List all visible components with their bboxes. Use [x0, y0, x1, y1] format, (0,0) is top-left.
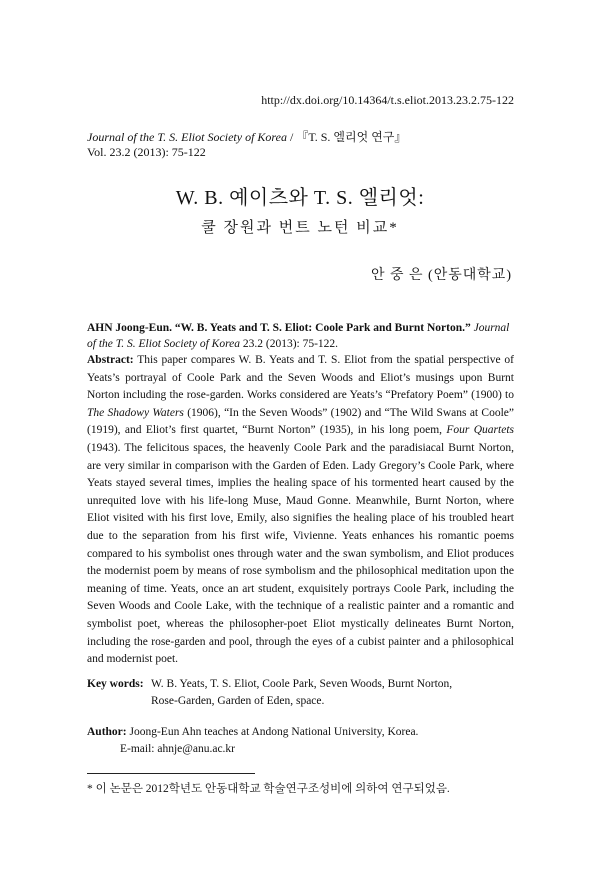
journal-info [87, 130, 406, 160]
citation-details: 23.2 (2013): 75-122. [240, 338, 339, 350]
keywords-line-1: W. B. Yeats, T. S. Eliot, Coole Park, Seven Woods, Burnt Norton, [151, 678, 453, 690]
paper-title: W. B. 예이츠와 T. S. 엘리엇: [175, 187, 425, 209]
footnote-divider [87, 773, 255, 774]
abstract [87, 352, 514, 669]
journal-name: Journal of the T. S. Eliot Society of Korea [87, 130, 287, 144]
author-affiliation: 안 중 은 (안동대학교) [370, 268, 512, 283]
author-info-line [87, 724, 418, 741]
author-email[interactable]: E-mail: ahnje@anu.ac.kr [120, 743, 235, 755]
abstract-italic-2: Four Quartets [446, 424, 515, 437]
keywords-list [151, 676, 452, 710]
abstract-text-2: (1906), “In the Seven Woods” (1902) and “The Wild Swans at Coole” (1919), and Eliot’s first quartet, “Burnt Norton” (1935), in his long poem, [87, 406, 514, 437]
journal-line [87, 130, 406, 145]
keywords-row [87, 676, 514, 710]
citation-author-title: AHN Joong-Eun. “W. B. Yeats and T. S. Eliot: Coole Park and Burnt Norton.” [87, 322, 471, 334]
abstract-italic-1: The Shadowy Waters [87, 406, 184, 419]
doi-link[interactable]: http://dx.doi.org/10.14364/t.s.eliot.2013.23.2.75-122 [261, 93, 514, 107]
abstract-text-1: This paper compares W. B. Yeats and T. S. Eliot from the spatial perspective of Yeats’s portrayal of Coole Park and the Seven Woods and Eliot’s musings upon Burnt Norton including the rose-garden. Works considered are Yeats’s “Prefatory Poem” (1900) to [87, 354, 514, 402]
footnote: * 이 논문은 2012학년도 안동대학교 학술연구조성비에 의하여 연구되었음. [87, 783, 450, 795]
keywords-label: Key words: [87, 678, 144, 690]
abstract-label: Abstract: [87, 354, 134, 366]
author-info-label: Author: [87, 726, 127, 738]
citation [87, 320, 514, 352]
citation-journal: Journal of the T. S. Eliot Society of Korea [87, 322, 510, 350]
keywords-line-2: Rose-Garden, Garden of Eden, space. [151, 695, 325, 707]
keywords [87, 676, 514, 710]
abstract-text-3: (1943). The felicitous spaces, the heavenly Coole Park and the paradisiacal Burnt Norton, are very similar in comparison with the Garden of Eden. Lady Gregory’s Coole Park, where Yeats stayed several times, implies the healing space of his tormented heart caused by the unrequited love with his life-long Muse, Maud Gonne. Meanwhile, Burnt Norton, where Eliot visited with his first love, Emily, also signifies the healing place of his troubled heart due to the separation from his first wife, Vivienne. Yeats enhances his romantic poems compared to his symbolist ones through water and the swan symbolism, and Eliot produces the modernist poem by means of rose symbolism and the philosophical meditation upon the meaning of time. Yeats, once an art student, exquisitely portrays Coole Park, including the Seven Woods and Coole Lake, with the technique of a realistic painter and a romantic and symbolist poet, whereas the philosopher-poet Eliot mystically delineates Burnt Norton, including the rose-garden and pool, through the eyes of a cubist painter and a philosophical and modernist poet. [87, 441, 514, 666]
paper-subtitle: 쿨 장원과 번트 노턴 비교* [201, 220, 399, 236]
journal-volume: Vol. 23.2 (2013): 75-122 [87, 145, 206, 159]
journal-name-korean: / 『T. S. 엘리엇 연구』 [286, 130, 407, 144]
author-info-text: Joong-Eun Ahn teaches at Andong National University, Korea. [126, 726, 419, 738]
author-info [87, 724, 418, 758]
